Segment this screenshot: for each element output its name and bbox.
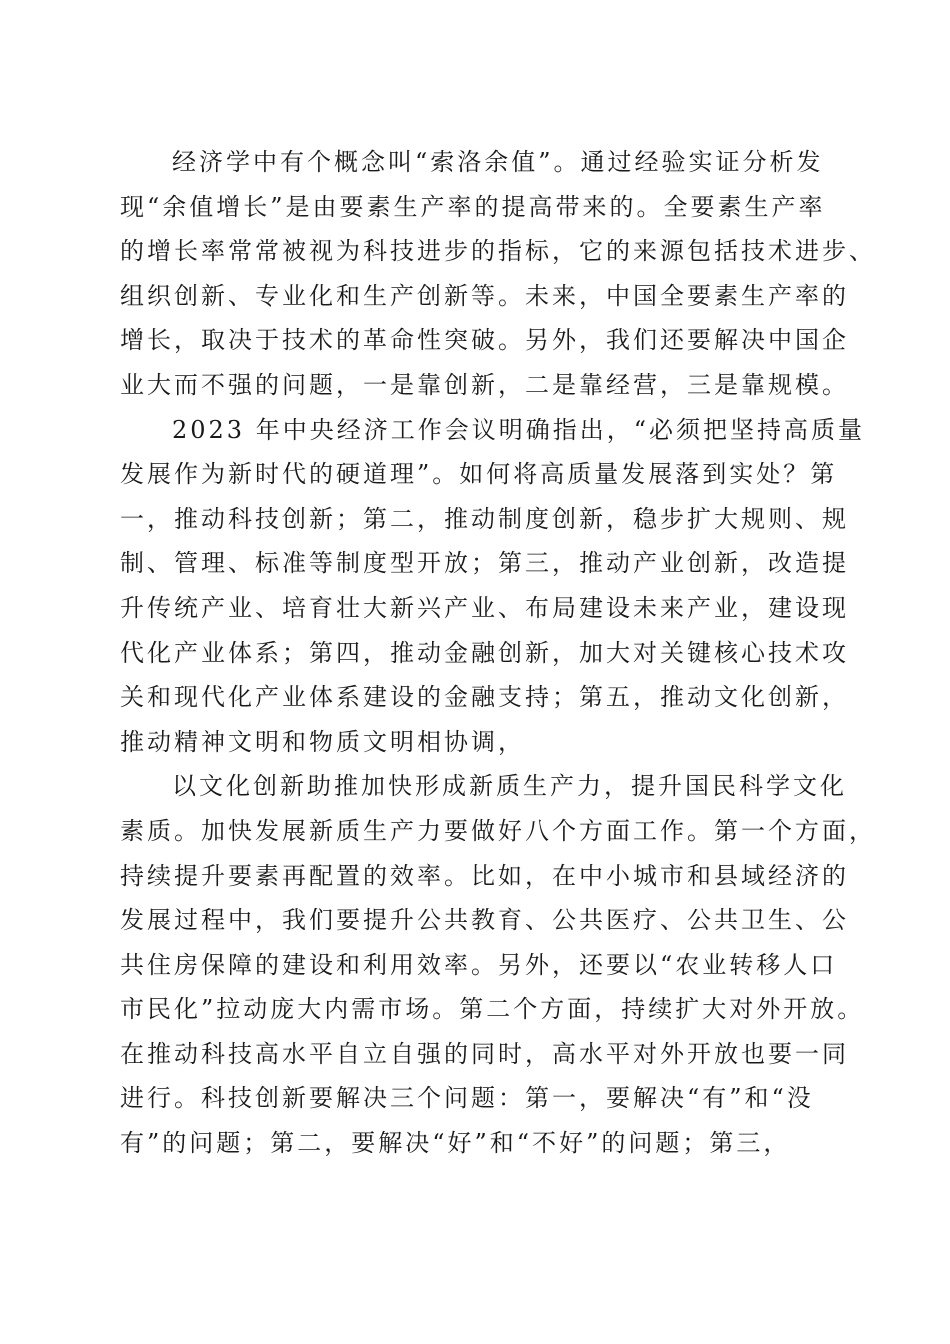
paragraph-2 [120, 408, 865, 765]
text-line: 升传统产业、培育壮大新兴产业、布局建设未来产业，建设现 [120, 593, 849, 622]
text-line: 2023 年中央经济工作会议明确指出，“必须把坚持高质量 [172, 415, 865, 444]
text-line: 制、管理、标准等制度型开放；第三，推动产业创新，改造提 [120, 549, 849, 578]
text-line: 代化产业体系；第四，推动金融创新，加大对关键核心技术攻 [120, 638, 849, 667]
text-line: 以文化创新助推加快形成新质生产力，提升国民科学文化 [172, 772, 847, 801]
text-line: 共住房保障的建设和利用效率。另外，还要以“农业转移人口 [120, 950, 838, 979]
text-line: 推动精神文明和物质文明相协调， [120, 727, 525, 756]
text-line: 有”的问题；第二，要解决“好”和“不好”的问题；第三， [120, 1129, 791, 1158]
text-line: 现“余值增长”是由要素生产率的提高带来的。全要素生产率 [120, 192, 826, 221]
text-line: 持续提升要素再配置的效率。比如，在中小城市和县域经济的 [120, 861, 849, 890]
text-line: 的增长率常常被视为科技进步的指标，它的来源包括技术进步、 [120, 237, 876, 266]
text-line: 一，推动科技创新；第二，推动制度创新，稳步扩大规则、规 [120, 504, 849, 533]
text-line: 素质。加快发展新质生产力要做好八个方面工作。第一个方面， [120, 816, 876, 845]
paragraph-3 [120, 764, 876, 1165]
text-line: 发展作为新时代的硬道理”。如何将高质量发展落到实处？第 [120, 460, 838, 489]
text-line: 经济学中有个概念叫“索洛余值”。通过经验实证分析发 [172, 148, 824, 176]
text-line: 市民化”拉动庞大内需市场。第二个方面，持续扩大对外开放。 [120, 995, 865, 1024]
text-line: 进行。科技创新要解决三个问题：第一，要解决“有”和“没 [120, 1084, 814, 1113]
text-line: 发展过程中，我们要提升公共教育、公共医疗、公共卫生、公 [120, 906, 849, 935]
paragraph-1 [120, 140, 876, 408]
text-line: 组织创新、专业化和生产创新等。未来，中国全要素生产率的 [120, 281, 849, 310]
text-line: 增长，取决于技术的革命性突破。另外，我们还要解决中国企 [120, 326, 849, 355]
text-line: 关和现代化产业体系建设的金融支持；第五，推动文化创新， [120, 683, 849, 712]
text-line: 在推动科技高水平自立自强的同时，高水平对外开放也要一同 [120, 1039, 849, 1068]
document-body [120, 140, 876, 1166]
text-line: 业大而不强的问题，一是靠创新，二是靠经营，三是靠规模。 [120, 370, 849, 399]
